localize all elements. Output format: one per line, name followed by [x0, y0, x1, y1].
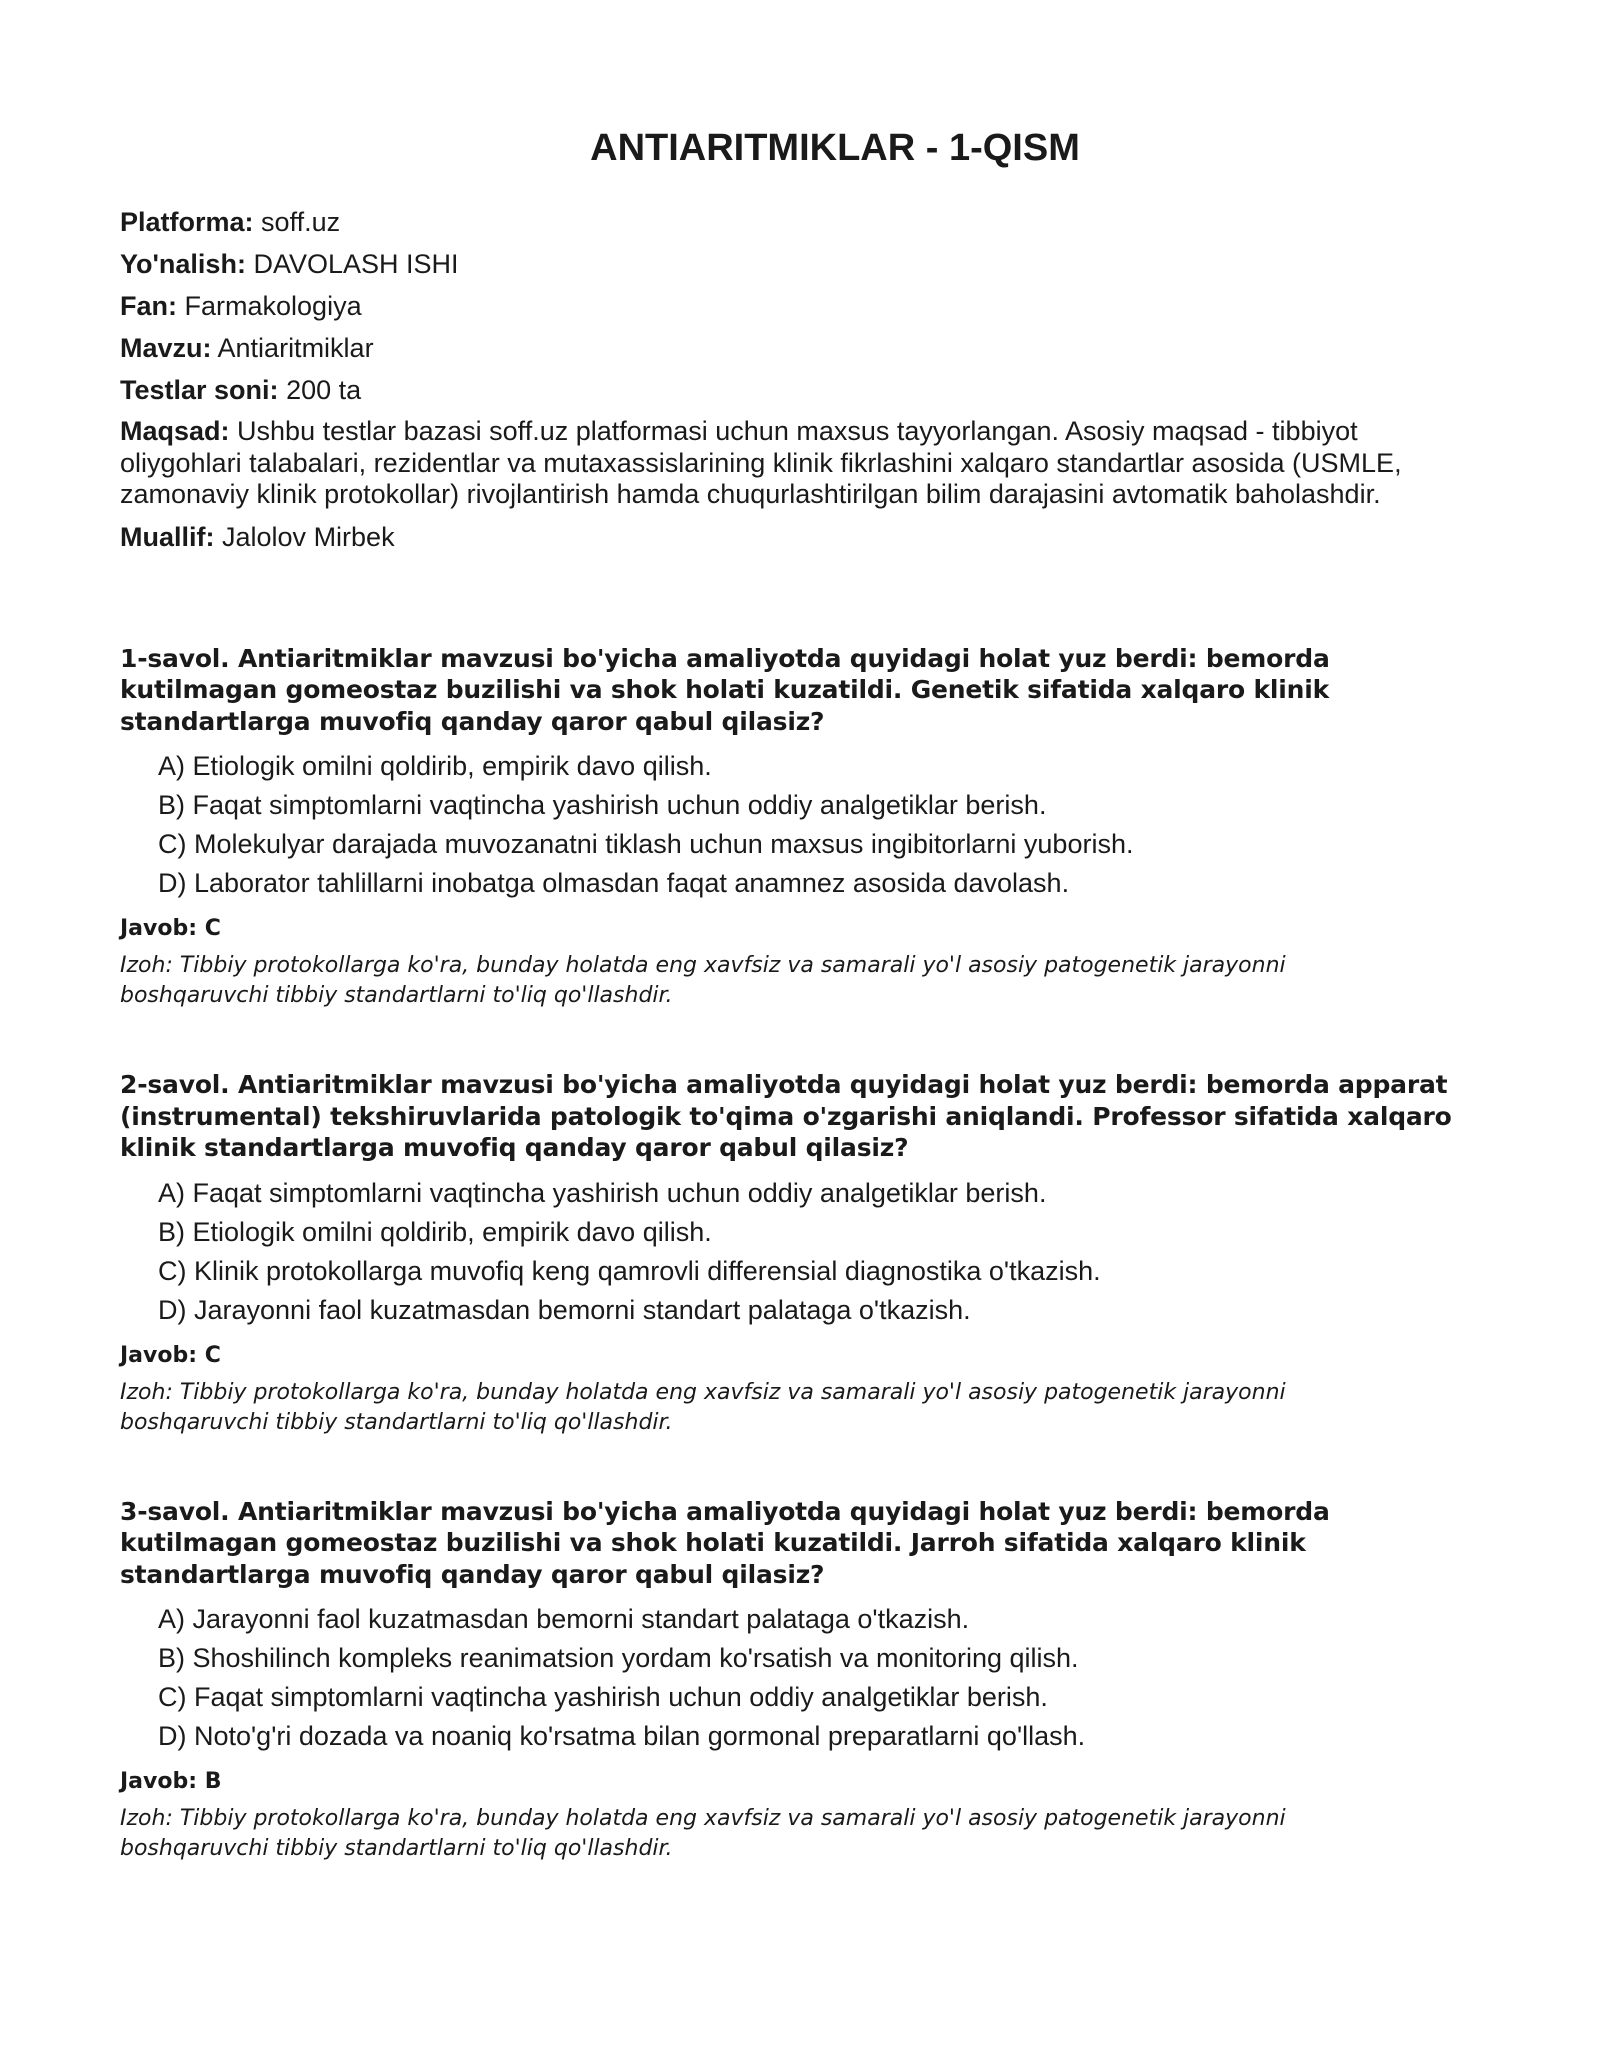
question-2	[120, 1069, 1480, 1438]
explanation: Izoh: Tibbiy protokollarga ko'ra, bunday holatda eng xavfsiz va samarali yo'l asosiy patogenetik jarayonni boshqaruvchi tibbiy standartlarni to'liq qo'llashdir.	[120, 953, 1286, 1008]
answer-key: Javob: B	[120, 1769, 222, 1794]
option-list	[120, 1174, 1480, 1330]
meta-value: Farmakologiya	[184, 291, 362, 321]
question-text: 2-savol. Antiaritmiklar mavzusi bo'yicha amaliyotda quyidagi holat yuz berdi: bemorda apparat (instrumental) tekshiruvlarida patologik to'qima o'zgarishi aniqlandi. Professor sifatida xalqaro klinik standartlarga muvofiq qanday qaror qabul qilasiz?	[120, 1070, 1452, 1162]
meta-author	[120, 521, 1480, 553]
question-list	[120, 643, 1480, 1865]
meta-test-count	[120, 374, 1480, 406]
meta-value: DAVOLASH ISHI	[253, 249, 459, 279]
answer-key: Javob: C	[120, 916, 221, 941]
option-list	[120, 747, 1480, 903]
meta-value: soff.uz	[261, 207, 341, 237]
option-d: D) Jarayonni faol kuzatmasdan bemorni standart palataga o'tkazish.	[158, 1294, 971, 1325]
question-1	[120, 643, 1480, 1012]
option-a: A) Faqat simptomlarni vaqtincha yashirish uchun oddiy analgetiklar berish.	[158, 1177, 1047, 1208]
meta-value: Jalolov Mirbek	[222, 521, 395, 552]
meta-direction	[120, 248, 1480, 280]
answer-key: Javob: C	[120, 1342, 221, 1368]
explanation: Izoh: Tibbiy protokollarga ko'ra, bunday holatda eng xavfsiz va samarali yo'l asosiy patogenetik jarayonni boshqaruvchi tibbiy standartlarni to'liq qo'llashdir.	[120, 1379, 1286, 1435]
option-b: B) Faqat simptomlarni vaqtincha yashirish uchun oddiy analgetiklar berish.	[158, 790, 1047, 820]
meta-label: Testlar soni:	[120, 375, 279, 405]
document-title: ANTIARITMIKLAR - 1-QISM	[590, 127, 1080, 169]
option-a: A) Etiologik omilni qoldirib, empirik davo qilish.	[158, 751, 712, 781]
meta-value: 200 ta	[286, 375, 362, 405]
meta-label: Fan:	[120, 291, 177, 321]
option-c: C) Klinik protokollarga muvofiq keng qamrovli differensial diagnostika o'tkazish.	[158, 1255, 1101, 1286]
option-d: D) Noto'g'ri dozada va noaniq ko'rsatma bilan gormonal preparatlarni qo'llash.	[158, 1721, 1086, 1751]
meta-topic	[120, 332, 1480, 364]
option-b: B) Shoshilinch kompleks reanimatsion yordam ko'rsatish va monitoring qilish.	[158, 1643, 1079, 1673]
question-text: 1-savol. Antiaritmiklar mavzusi bo'yicha amaliyotda quyidagi holat yuz berdi: bemorda kutilmagan gomeostaz buzilishi va shok holati kuzatildi. Genetik sifatida xalqaro klinik standartlarga muvofiq qanday qaror qabul qilasiz?	[120, 643, 1330, 736]
meta-label: Mavzu:	[120, 333, 212, 363]
option-c: C) Faqat simptomlarni vaqtincha yashirish uchun oddiy analgetiklar berish.	[158, 1682, 1048, 1712]
meta-label: Maqsad:	[120, 416, 230, 446]
document-meta	[120, 206, 1480, 553]
explanation: Izoh: Tibbiy protokollarga ko'ra, bunday holatda eng xavfsiz va samarali yo'l asosiy patogenetik jarayonni boshqaruvchi tibbiy standartlarni to'liq qo'llashdir.	[120, 1806, 1286, 1861]
meta-label: Yo'nalish:	[120, 249, 246, 279]
option-a: A) Jarayonni faol kuzatmasdan bemorni standart palataga o'tkazish.	[158, 1604, 970, 1634]
question-3	[120, 1496, 1480, 1865]
option-list	[120, 1600, 1480, 1756]
meta-purpose	[120, 416, 1480, 511]
option-c: C) Molekulyar darajada muvozanatni tiklash uchun maxsus ingibitorlarni yuborish.	[158, 829, 1134, 859]
meta-label: Platforma:	[120, 207, 254, 237]
meta-subject	[120, 290, 1480, 322]
option-d: D) Laborator tahlillarni inobatga olmasdan faqat anamnez asosida davolash.	[158, 868, 1070, 898]
meta-label: Muallif:	[120, 521, 215, 552]
question-text: 3-savol. Antiaritmiklar mavzusi bo'yicha amaliyotda quyidagi holat yuz berdi: bemorda kutilmagan gomeostaz buzilishi va shok holati kuzatildi. Jarroh sifatida xalqaro klinik standartlarga muvofiq qanday qaror qabul qilasiz?	[120, 1496, 1330, 1589]
document-page	[120, 120, 1480, 1922]
option-b: B) Etiologik omilni qoldirib, empirik davo qilish.	[158, 1216, 712, 1247]
meta-value: Ushbu testlar bazasi soff.uz platformasi uchun maxsus tayyorlangan. Asosiy maqsad - tibbiyot oliygohlari talabalari, rezidentlar va mutaxassislarining klinik fikrlashini xalqaro standartlar asosida (USMLE, zamonaviy klinik protokollar) rivojlantirish hamda chuqurlashtirilgan bilim darajasini avtomatik baholashdir.	[120, 416, 1402, 509]
meta-value: Antiaritmiklar	[217, 333, 374, 363]
meta-platform	[120, 206, 1480, 238]
